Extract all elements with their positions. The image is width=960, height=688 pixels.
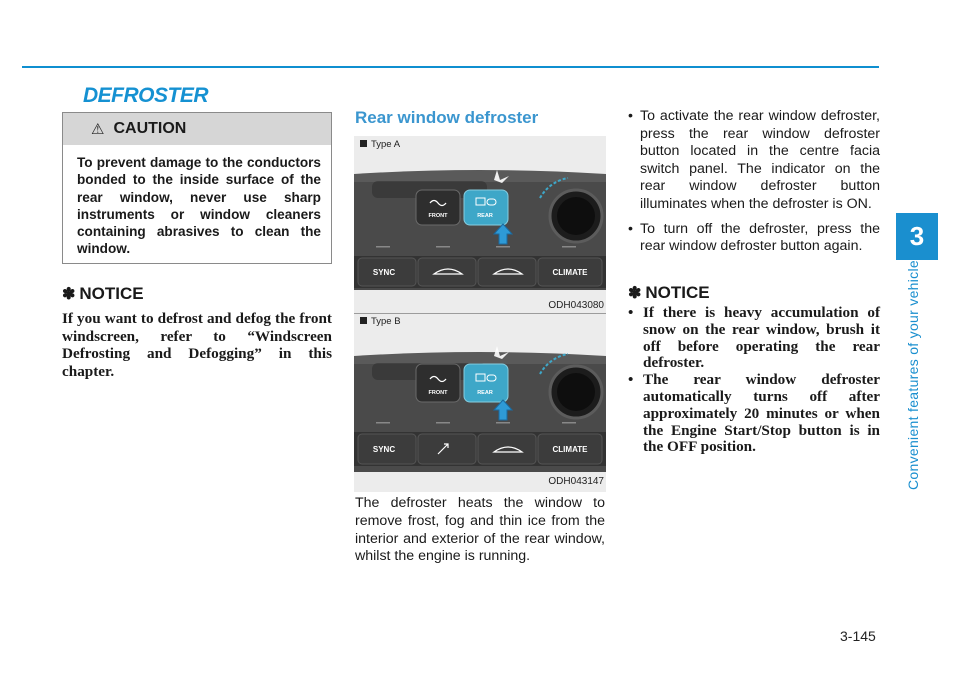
rear-defroster-description: The defroster heats the window to remove frost, fog and thin ice from the interior and exterior of the rear window, whilst the engine is running. — [355, 495, 605, 565]
climate-button-label: CLIMATE — [552, 268, 588, 277]
caution-header — [63, 113, 331, 145]
chapter-title: Convenient features of your vehicle — [905, 260, 921, 490]
figure-type-a — [354, 136, 606, 313]
caution-text: To prevent damage to the conductors bonded to the inside surface of the rear window, never use sharp instruments or window cleaners containing abrasives to clean the window. — [77, 155, 321, 257]
warning-triangle-icon: ⚠ — [91, 121, 105, 138]
figure-code: ODH043147 — [548, 476, 604, 487]
notice-text-left: If you want to defrost and defog the front windscreen, refer to “Windscreen Defrosting and Defogging” in this chapter. — [62, 310, 332, 380]
climate-button-label: CLIMATE — [552, 445, 588, 454]
figure-label: Type A — [360, 139, 400, 150]
sync-button-label: SYNC — [372, 445, 396, 454]
list-item: • To turn off the defroster, press the rear window defroster button again. — [628, 221, 880, 256]
rear-button-label: REAR — [477, 390, 493, 396]
front-button-label: FRONT — [428, 390, 448, 396]
notice-title-text: NOTICE — [79, 284, 144, 303]
figure-type-b — [354, 314, 606, 492]
chapter-tab: 3 — [896, 213, 938, 260]
list-item: • The rear window defroster automatically turns off after approximately 20 minutes or when the Engine Start/Stop button is in the OFF position. — [628, 372, 880, 456]
notice-star-icon: ✽ — [628, 285, 642, 302]
climate-panel-illustration — [354, 152, 606, 296]
list-item: • If there is heavy accumulation of snow on the rear window, brush it off before operating the rear defroster. — [628, 305, 880, 372]
notice-star-icon: ✽ — [62, 286, 76, 303]
top-rule — [22, 66, 879, 68]
climate-panel-illustration — [354, 334, 606, 478]
figure-code: ODH043080 — [548, 300, 604, 311]
figure-label: Type B — [360, 316, 401, 327]
caution-title: CAUTION — [113, 120, 187, 137]
notice-list — [628, 305, 880, 456]
rear-button-label: REAR — [477, 213, 493, 219]
caution-box — [62, 112, 332, 264]
sync-button-label: SYNC — [372, 268, 396, 277]
front-button-label: FRONT — [428, 213, 448, 219]
notice-title-right — [628, 283, 710, 303]
instruction-list — [628, 108, 880, 263]
list-item: • To activate the rear window defroster, press the rear window defroster button located in the centre facia switch panel. The indicator on the rear window defroster button illuminates when the defroster is ON. — [628, 108, 880, 214]
page-number: 3-145 — [840, 628, 876, 644]
notice-title-left — [62, 284, 144, 304]
section-title: DEFROSTER — [83, 84, 209, 107]
rear-defroster-title: Rear window defroster — [355, 108, 539, 127]
notice-title-text: NOTICE — [645, 283, 710, 302]
